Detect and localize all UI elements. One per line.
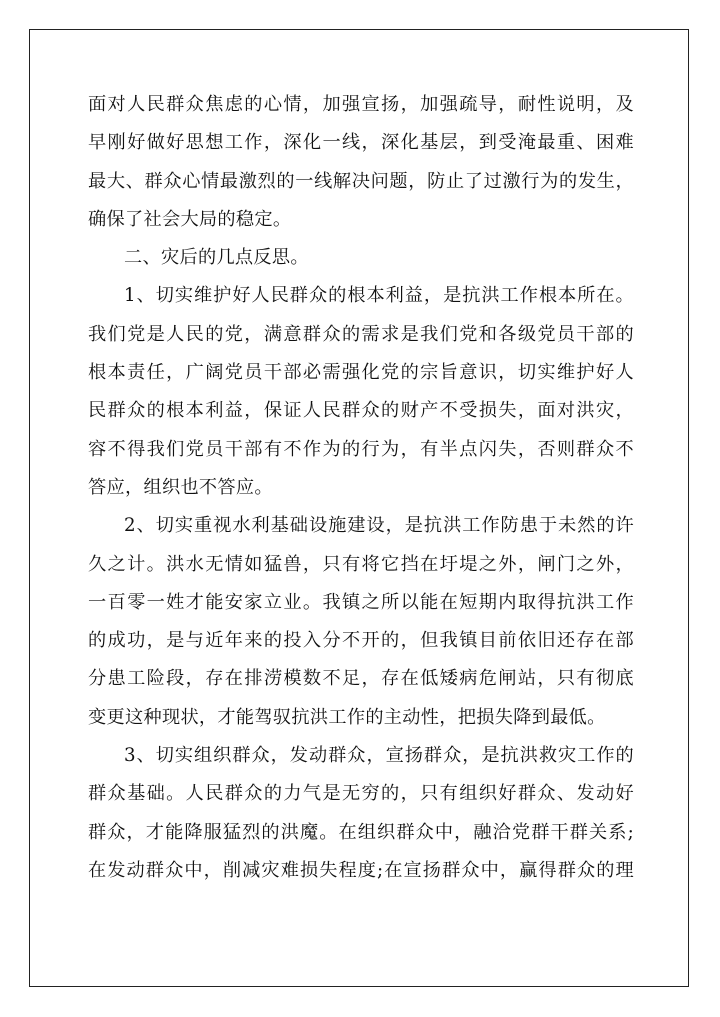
text-line: 早刚好做好思想工作，深化一线，深化基层，到受淹最重、困难 bbox=[88, 132, 634, 154]
section-heading bbox=[88, 239, 634, 277]
text-line: 民群众的根本利益，保证人民群众的财产不受损失，面对洪灾， bbox=[88, 400, 634, 422]
text-line: 久之计。洪水无情如猛兽，只有将它挡在圩堤之外，闸门之外， bbox=[88, 553, 634, 575]
text-line: 的成功，是与近年来的投入分不开的，但我镇目前依旧还存在部 bbox=[88, 630, 634, 652]
paragraph-point-2 bbox=[88, 507, 634, 737]
text-line: 2、切实重视水利基础设施建设，是抗洪工作防患于未然的许 bbox=[124, 515, 634, 537]
text-line: 容不得我们党员干部有不作为的行为，有半点闪失，否则群众不 bbox=[88, 438, 634, 460]
text-line: 确保了社会大局的稳定。 bbox=[88, 208, 292, 230]
text-line: 分患工险段，存在排涝模数不足，存在低矮病危闸站，只有彻底 bbox=[88, 668, 634, 690]
text-line: 变更这种现状，才能驾驭抗洪工作的主动性，把损失降到最低。 bbox=[88, 706, 606, 728]
text-line: 最大、群众心情最激烈的一线解决问题，防止了过激行为的发生， bbox=[88, 170, 634, 192]
text-line: 1、切实维护好人民群众的根本利益，是抗洪工作根本所在。 bbox=[124, 285, 634, 307]
paragraph-point-1 bbox=[88, 277, 634, 507]
text-line: 根本责任，广阔党员干部必需强化党的宗旨意识，切实维护好人 bbox=[88, 362, 634, 384]
document-body bbox=[88, 86, 634, 890]
text-line: 答应，组织也不答应。 bbox=[88, 476, 273, 498]
text-line: 二、灾后的几点反思。 bbox=[124, 247, 309, 269]
paragraph-point-3 bbox=[88, 737, 634, 890]
text-line: 群众基础。人民群众的力气是无穷的，只有组织好群众、发动好 bbox=[88, 783, 634, 805]
text-line: 3、切实组织群众，发动群众，宣扬群众，是抗洪救灾工作的 bbox=[124, 745, 634, 767]
text-line: 一百零一姓才能安家立业。我镇之所以能在短期内取得抗洪工作 bbox=[88, 591, 634, 613]
text-line: 在发动群众中，削减灾难损失程度;在宣扬群众中，赢得群众的理 bbox=[88, 859, 634, 881]
text-line: 群众，才能降服猛烈的洪魔。在组织群众中，融洽党群干群关系; bbox=[88, 821, 634, 843]
text-line: 我们党是人民的党，满意群众的需求是我们党和各级党员干部的 bbox=[88, 323, 634, 345]
paragraph-1 bbox=[88, 86, 634, 239]
text-line: 面对人民群众焦虑的心情，加强宣扬，加强疏导，耐性说明，及 bbox=[88, 94, 634, 115]
